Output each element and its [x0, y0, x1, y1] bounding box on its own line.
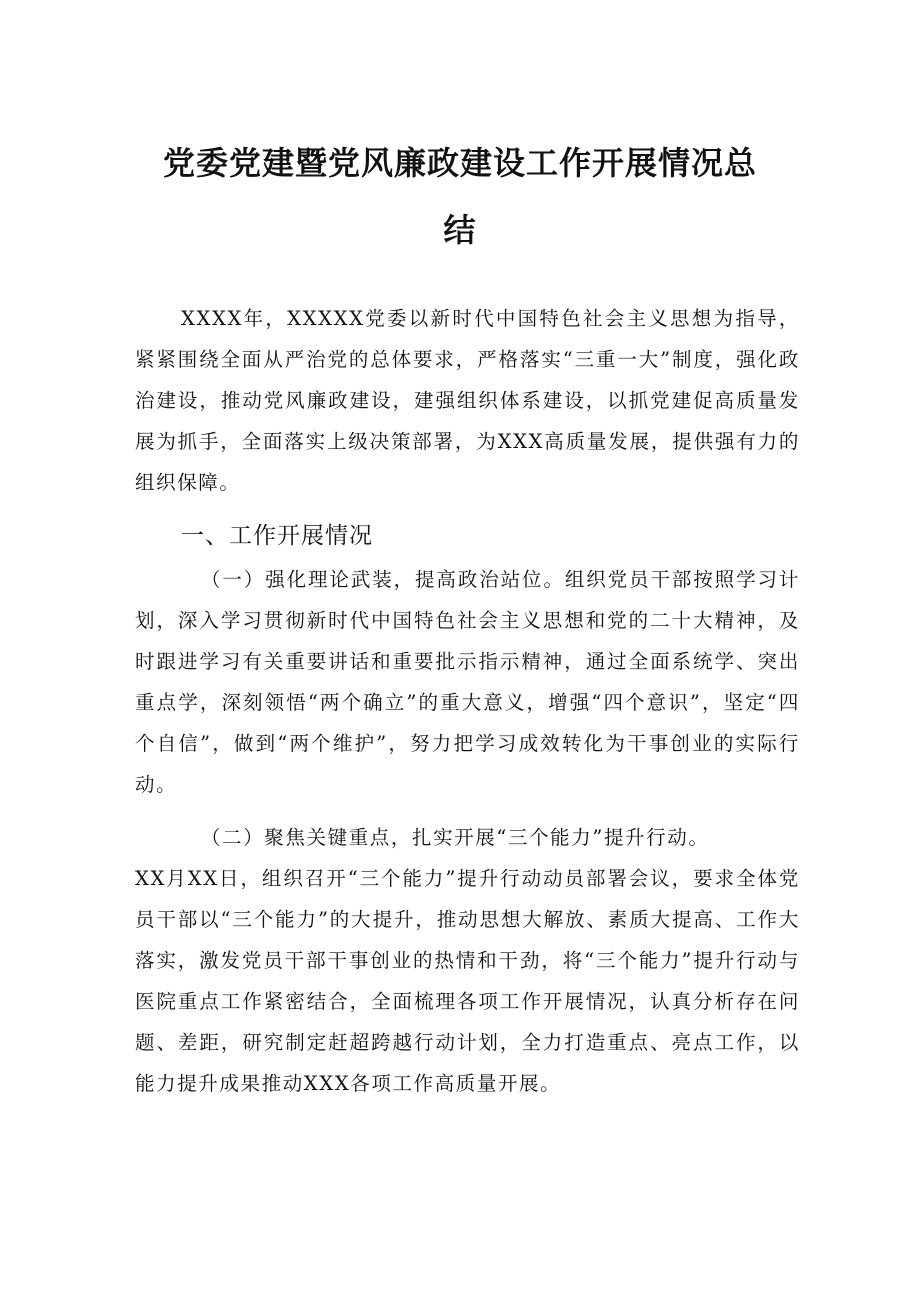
- item-1-paragraph: （一）强化理论武装，提高政治站位。组织党员干部按照学习计划，深入学习贯彻新时代中国特色社会主义思想和党的二十大精神，及时跟进学习有关重要讲话和重要批示指示精神，通过全面系统学、突出重点学，深刻领悟“两个确立”的重大意义，增强“四个意识”，坚定“四个自信”，做到“两个维护”，努力把学习成效转化为干事创业的实际行动。: [135, 568, 800, 796]
- item-2-lead: （二）聚焦关键重点，扎实开展“三个能力”提升行动。: [201, 826, 710, 849]
- section-heading-1: 一、工作开展情况: [181, 523, 373, 549]
- document-title-line1: 党委党建暨党风廉政建设工作开展情况总: [162, 144, 757, 182]
- intro-paragraph: XXXX年，XXXXX党委以新时代中国特色社会主义思想为指导，紧紧围绕全面从严治党的总体要求，严格落实“三重一大”制度，强化政治建设，推动党风廉政建设，建强组织体系建设，以抓党建促高质量发展为抓手，全面落实上级决策部署，为XXX高质量发展，提供强有力的组织保障。: [135, 307, 800, 494]
- item-2-paragraph: XX月XX日，组织召开“三个能力”提升行动动员部署会议，要求全体党员干部以“三个能力”的大提升，推动思想大解放、素质大提高、工作大落实，激发党员干部干事创业的热情和干劲，将“三个能力”提升行动与医院重点工作紧密结合，全面梳理各项工作开展情况，认真分析存在问题、差距，研究制定赶超跨越行动计划，全力打造重点、亮点工作，以能力提升成果推动XXX各项工作高质量开展。: [135, 867, 800, 1095]
- document-title-line2: 结: [443, 211, 477, 249]
